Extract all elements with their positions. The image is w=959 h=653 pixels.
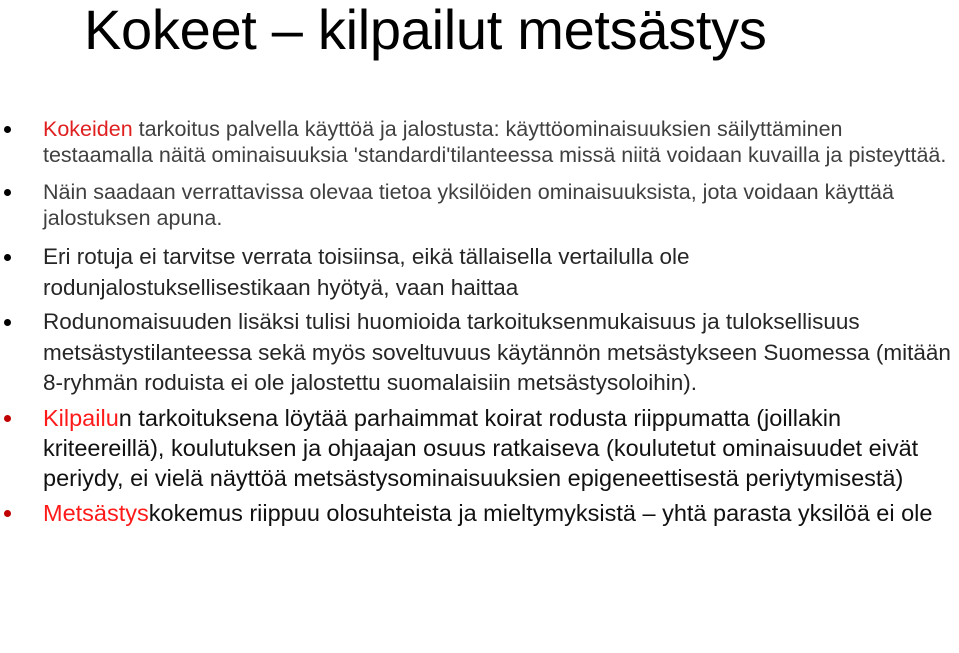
bullet-dot-icon bbox=[4, 254, 11, 261]
bullet-item-comparable-information bbox=[0, 179, 959, 231]
bullet-text: Näin saadaan verrattavissa olevaa tietoa yksilöiden ominaisuuksista, jota voidaan käyttää jalostuksen apuna. bbox=[43, 180, 894, 230]
bullet-dot-icon bbox=[4, 319, 11, 326]
bullet-item-competitions bbox=[0, 403, 959, 493]
bullet-dot-icon bbox=[4, 126, 11, 133]
bullet-item-purpose-of-trials bbox=[0, 116, 959, 168]
bullet-dot-icon bbox=[4, 189, 11, 196]
bullet-highlight: Metsästys bbox=[43, 499, 149, 526]
bullet-text: n tarkoituksena löytää parhaimmat koirat rodusta riippumatta (joillakin kriteereillä), koulutuksen ja ohjaajan osuus ratkaiseva (koulutetut ominaisuudet eivät periydy, ei vielä näyttöä metsästysominaisuuksien epigeneettisestä periytymisestä) bbox=[43, 404, 919, 491]
bullet-text: kokemus riippuu olosuhteista ja mieltymyksistä – yhtä parasta yksilöä ei ole bbox=[148, 499, 933, 526]
bullet-list bbox=[0, 116, 959, 533]
bullet-item-breed-typicality bbox=[0, 307, 959, 399]
bullet-highlight: Kokeiden bbox=[43, 117, 133, 141]
bullet-text: Rodunomaisuuden lisäksi tulisi huomioida tarkoituksenmukaisuus ja tuloksellisuus metsästystilanteessa sekä myös soveltuvuus käytännön metsästykseen Suomessa (mitään 8-ryhmän roduista ei ole jalostettu suomalaisiin metsästysoloihin). bbox=[43, 309, 951, 395]
slide-title: Kokeet – kilpailut metsästys bbox=[84, 0, 767, 61]
bullet-item-breed-comparison bbox=[0, 242, 959, 303]
bullet-highlight: Kilpailu bbox=[43, 404, 119, 431]
bullet-text: tarkoitus palvella käyttöä ja jalostusta: käyttöominaisuuksien säilyttäminen testaamalla näitä ominaisuuksia 'standardi'tilanteessa missä niitä voidaan kuvailla ja pisteyttää. bbox=[43, 117, 947, 167]
bullet-dot-icon bbox=[4, 415, 11, 422]
bullet-dot-icon bbox=[4, 510, 11, 517]
bullet-item-hunting-experience bbox=[0, 498, 959, 528]
bullet-text: Eri rotuja ei tarvitse verrata toisiinsa, eikä tällaisella vertailulla ole rodunjalostuksellisestikaan hyötyä, vaan haittaa bbox=[43, 244, 690, 300]
